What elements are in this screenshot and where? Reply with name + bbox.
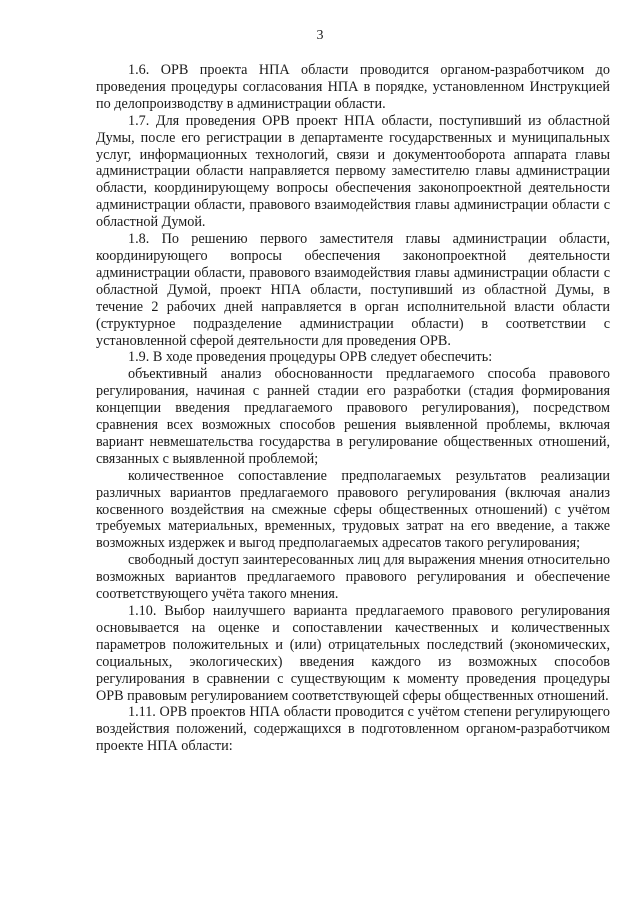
paragraph-1-6: 1.6. ОРВ проекта НПА области проводится органом-разработчиком до проведения процедуры согласования НПА в порядке, установленном Инструкцией по делопроизводству в администрации области. xyxy=(96,62,610,112)
paragraph-1-9-item-3: свободный доступ заинтересованных лиц для выражения мнения относительно возможных вариантов предлагаемого правового регулирования и обеспечение соответствующего учёта такого мнения. xyxy=(96,552,610,603)
paragraph-1-9-item-1: объективный анализ обоснованности предлагаемого способа правового регулирования, начиная с ранней стадии его разработки (стадия формирования концепции введения предлагаемого правового регулирования), посредством сравнения всех возможных способов решения выявленной проблемы, включая вариант невмешательства государства в регулирование общественных отношений, связанных с выявленной проблемой; xyxy=(96,366,610,467)
page-number: 3 xyxy=(316,28,324,43)
paragraph-1-9-item-2: количественное сопоставление предполагаемых результатов реализации различных вариантов предлагаемого правового регулирования (включая анализ косвенного воздействия на смежные сферы общественных отношений) с учётом требуемых материальных, временных, трудовых затрат на его введение, а также возможных издержек и выгод предполагаемых адресатов такого регулирования; xyxy=(96,467,610,552)
paragraph-1-9: 1.9. В ходе проведения процедуры ОРВ следует обеспечить: xyxy=(128,349,493,366)
paragraph-1-7: 1.7. Для проведения ОРВ проект НПА области, поступивший из областной Думы, после его регистрации в департаменте государственных и муниципальных услуг, информационных технологий, связи и документооборота аппарата главы администрации области направляется первому заместителю главы администрации области, координирующему вопросы обеспечения законопроектной деятельности администрации области, правового взаимодействия главы администрации области с областной Думой. xyxy=(96,112,610,231)
paragraph-1-11: 1.11. ОРВ проектов НПА области проводится с учётом степени регулирующего воздействия положений, содержащихся в подготовленном органом-разработчиком проекте НПА области: xyxy=(96,704,610,755)
paragraph-1-8: 1.8. По решению первого заместителя главы администрации области, координирующего вопросы обеспечения законопроектной деятельности администрации области, правового взаимодействия главы администрации области с областной Думой, проект НПА области, поступивший из областной Думы, в течение 2 рабочих дней направляется в орган исполнительной власти области (структурное подразделение администрации области) в соответствии с установленной сферой деятельности для проведения ОРВ. xyxy=(96,231,610,349)
paragraph-1-10: 1.10. Выбор наилучшего варианта предлагаемого правового регулирования основывается на оценке и сопоставлении качественных и количественных параметров положительных и (или) отрицательных последствий (экономических, социальных, экологических) введения каждого из возможных способов регулирования в сравнении с существующим к моменту проведения процедуры ОРВ правовым регулированием соответствующей сферы общественных отношений. xyxy=(96,603,610,704)
document-body xyxy=(96,62,610,755)
